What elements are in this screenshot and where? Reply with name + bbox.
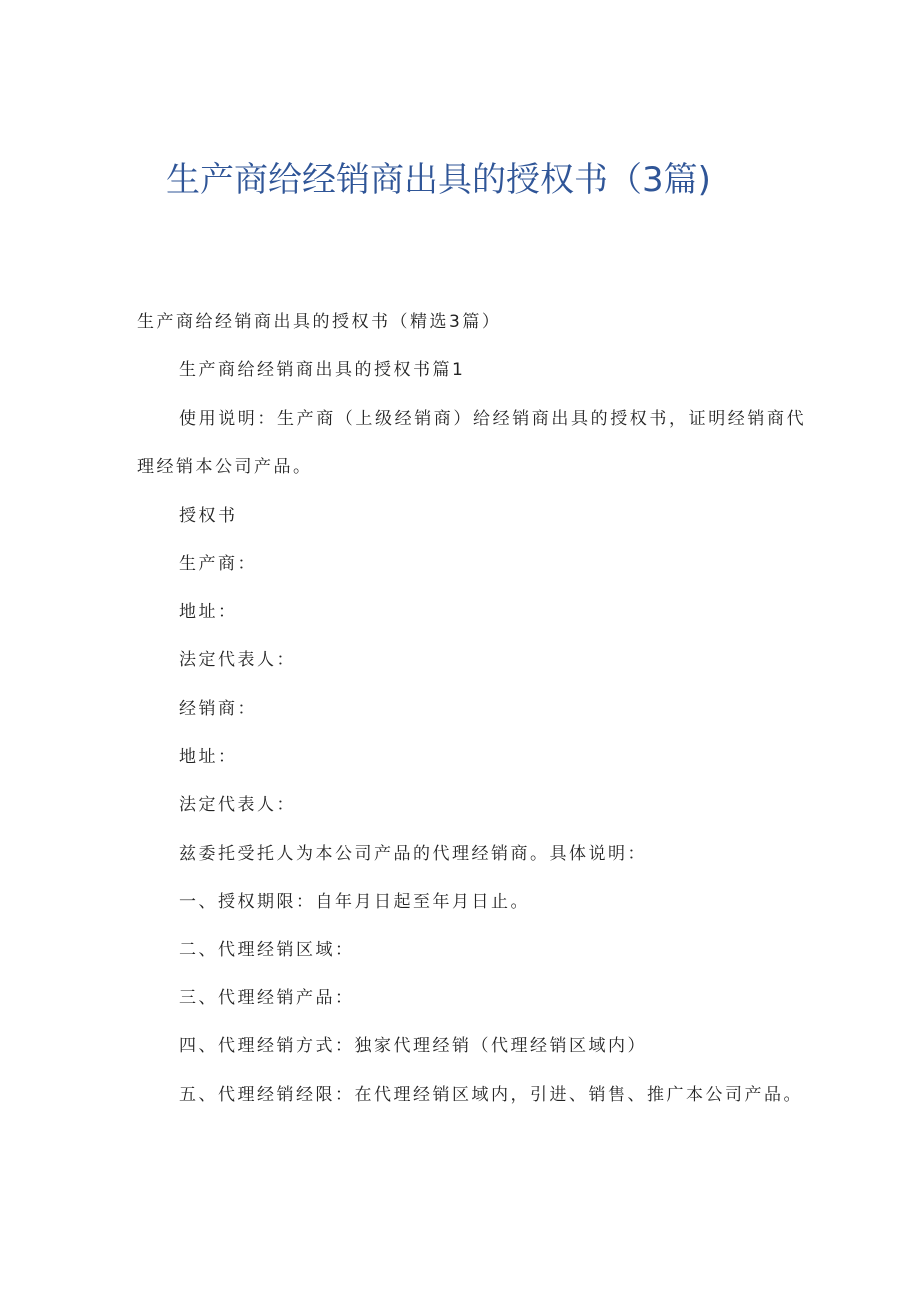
clause-item: 一、授权期限：自年月日起至年月日止。 <box>179 892 530 912</box>
dealer-label: 经销商： <box>179 699 257 719</box>
clause-item: 五、代理经销经限：在代理经销区域内，引进、销售、推广本公司产品。 <box>179 1085 803 1105</box>
usage-note-line-2: 理经销本公司产品。 <box>137 457 313 477</box>
entrust-statement: 兹委托受托人为本公司产品的代理经销商。具体说明： <box>179 844 647 864</box>
authorization-heading: 授权书 <box>179 506 238 526</box>
clause-item: 三、代理经销产品： <box>179 988 355 1008</box>
document-title: 生产商给经销商出具的授权书（3篇) <box>166 160 711 200</box>
manufacturer-address-label: 地址： <box>179 602 238 622</box>
clause-item: 四、代理经销方式：独家代理经销（代理经销区域内） <box>179 1036 647 1056</box>
usage-note-line-1: 使用说明：生产商（上级经销商）给经销商出具的授权书，证明经销商代 <box>179 409 807 429</box>
section-heading: 生产商给经销商出具的授权书篇1 <box>179 360 466 380</box>
dealer-address-label: 地址： <box>179 747 238 767</box>
document-subtitle: 生产商给经销商出具的授权书（精选3篇） <box>137 312 502 332</box>
manufacturer-representative-label: 法定代表人： <box>179 650 296 670</box>
manufacturer-label: 生产商： <box>179 554 257 574</box>
clause-item: 二、代理经销区域： <box>179 940 355 960</box>
dealer-representative-label: 法定代表人： <box>179 795 296 815</box>
